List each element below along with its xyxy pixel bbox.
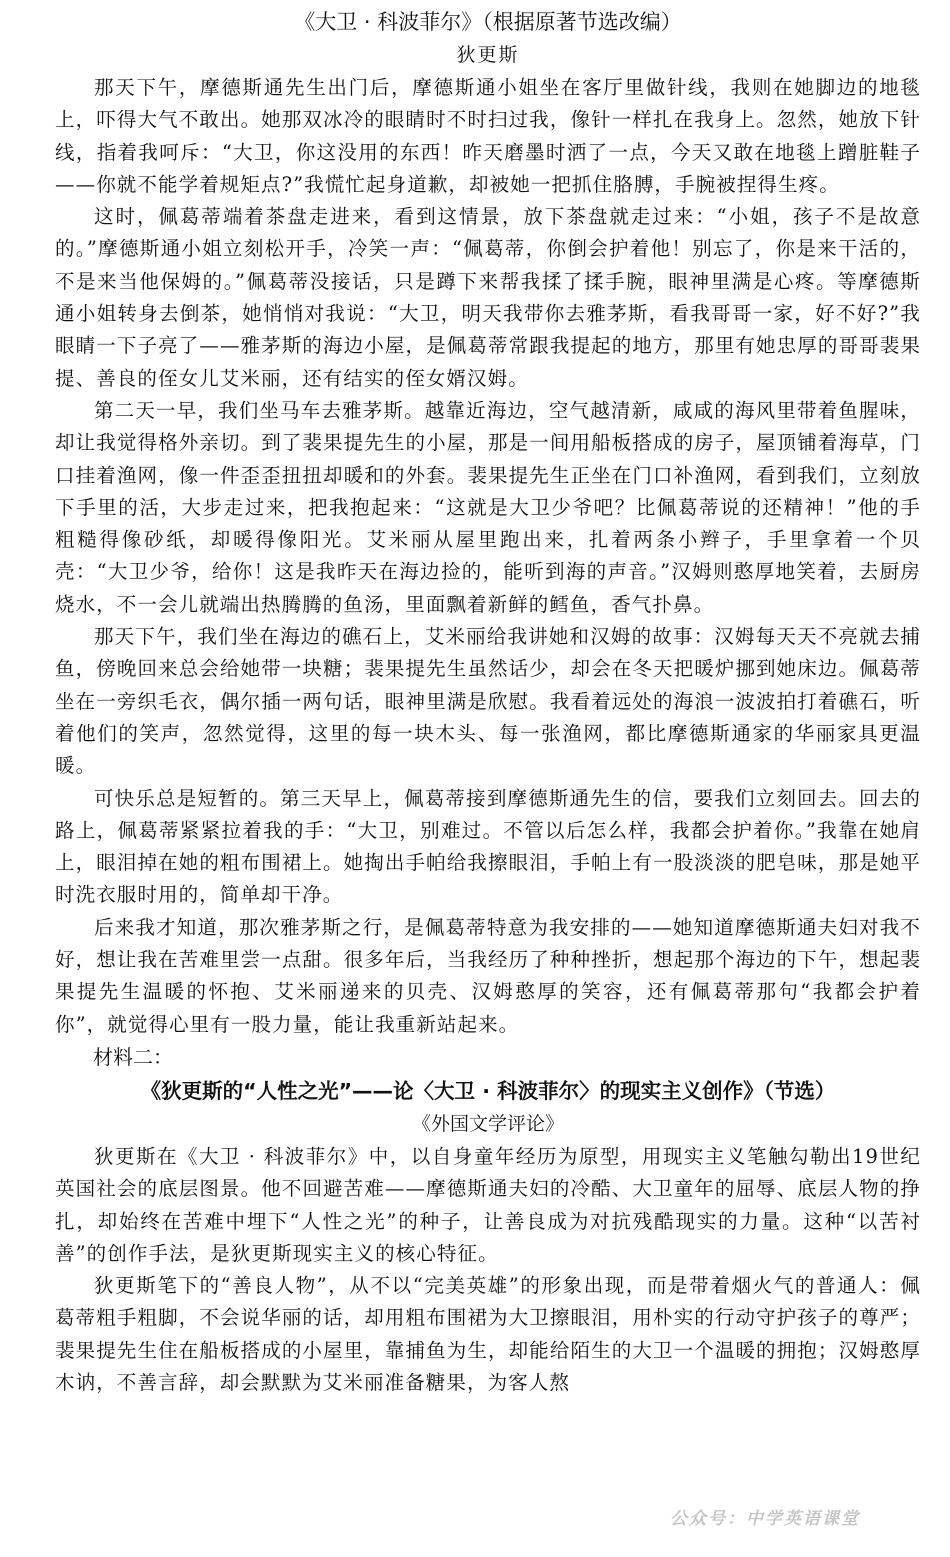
paragraph: 可快乐总是短暂的。第三天早上，佩葛蒂接到摩德斯通先生的信，要我们立刻回去。回去的路上，佩葛蒂紧紧拉着我的手：“大卫，别难过。不管以后怎么样，我都会护着你。”我靠在她肩上，眼泪掉在她的粗布围裙上。她掏出手帕给我擦眼泪，手帕上有一股淡淡的肥皂味，那是她平时洗衣服时用的，简单却干净。 bbox=[55, 786, 921, 907]
paragraph: 那天下午，摩德斯通先生出门后，摩德斯通小姐坐在客厅里做针线，我则在她脚边的地毯上，吓得大气不敢出。她那双冰冷的眼睛时不时扫过我，像针一样扎在我身上。忽然，她放下针线，指着我呵斥：“大卫，你这没用的东西！昨天磨墨时洒了一点，今天又敢在地毯上蹭脏鞋子——你就不能学着规矩点?”我慌忙起身道歉，却被她一把抓住胳膊，手腕被捏得生疼。 bbox=[55, 76, 921, 196]
paragraph: 狄更斯在《大卫 · 科波菲尔》中，以自身童年经历为原型，用现实主义笔触勾勒出19世纪英国社会的底层图景。他不回避苦难——摩德斯通夫妇的冷酷、大卫童年的屈辱、底层人物的挣扎，却始终在苦难中埋下“人性之光”的种子，让善良成为对抗残酷现实的力量。这种“以苦衬善”的创作手法，是狄更斯现实主义的核心特征。 bbox=[55, 1144, 921, 1265]
paragraph: 那天下午，我们坐在海边的礁石上，艾米丽给我讲她和汉姆的故事：汉姆每天天不亮就去捕鱼，傍晚回来总会给她带一块糖；裴果提先生虽然话少，却会在冬天把暖炉挪到她床边。佩葛蒂坐在一旁织毛衣，偶尔插一两句话，眼神里满是欣慰。我看着远处的海浪一波波拍打着礁石，听着他们的笑声，忽然觉得，这里的每一块木头、每一张渔网，都比摩德斯通家的华丽家具更温暖。 bbox=[55, 625, 921, 778]
material2-source: 《外国文学评论》 bbox=[411, 1112, 564, 1135]
paragraph: 这时，佩葛蒂端着茶盘走进来，看到这情景，放下茶盘就走过来：“小姐，孩子不是故意的。”摩德斯通小姐立刻松开手，冷笑一声：“佩葛蒂，你倒会护着他！别忘了，你是来干活的，不是来当他保姆的。”佩葛蒂没接话，只是蹲下来帮我揉了揉手腕，眼神里满是心疼。等摩德斯通小姐转身去倒茶，她悄悄对我说：“大卫，明天我带你去雅茅斯，看我哥哥一家，好不好?”我眼睛一下子亮了——雅茅斯的海边小屋，是佩葛蒂常跟我提起的地方，那里有她忠厚的哥哥裴果提、善良的侄女儿艾米丽，还有结实的侄女婿汉姆。 bbox=[55, 205, 921, 390]
document-page bbox=[55, 6, 921, 1399]
material2-label: 材料二： bbox=[93, 1044, 173, 1069]
material2-title: 《狄更斯的“人性之光”——论〈大卫 · 科波菲尔〉的现实主义创作》（节选） bbox=[140, 1078, 836, 1103]
material1-title: 《大卫 · 科波菲尔》（根据原著节选改编） bbox=[294, 10, 682, 34]
paragraph: 狄更斯笔下的“善良人物”，从不以“完美英雄”的形象出现，而是带着烟火气的普通人：佩葛蒂粗手粗脚，不会说华丽的话，却用粗布围裙为大卫擦眼泪，用朴实的行动守护孩子的尊严；裴果提先生住在船板搭成的小屋里，靠捕鱼为生，却能给陌生的大卫一个温暖的拥抱；汉姆憨厚木讷，不善言辞，却会默默为艾米丽准备糖果，为客人熬 bbox=[55, 1274, 921, 1394]
watermark: 公众号：中学英语课堂 bbox=[670, 1509, 860, 1529]
material1-author: 狄更斯 bbox=[456, 44, 520, 66]
paragraph: 后来我才知道，那次雅茅斯之行，是佩葛蒂特意为我安排的——她知道摩德斯通夫妇对我不好，想让我在苦难里尝一点甜。很多年后，当我经历了种种挫折，想起那个海边的下午，想起裴果提先生温暖的怀抱、艾米丽递来的贝壳、汉姆憨厚的笑容，还有佩葛蒂那句“我都会护着你”，就觉得心里有一股力量，能让我重新站起来。 bbox=[55, 915, 921, 1036]
paragraph: 第二天一早，我们坐马车去雅茅斯。越靠近海边，空气越清新，咸咸的海风里带着鱼腥味，却让我觉得格外亲切。到了裴果提先生的小屋，那是一间用船板搭成的房子，屋顶铺着海草，门口挂着渔网，像一件歪歪扭扭却暖和的外套。裴果提先生正坐在门口补渔网，看到我们，立刻放下手里的活，大步走过来，把我抱起来：“这就是大卫少爷吧？比佩葛蒂说的还精神！”他的手粗糙得像砂纸，却暖得像阳光。艾米丽从屋里跑出来，扎着两条小辫子，手里拿着一个贝壳：“大卫少爷，给你！这是我昨天在海边捡的，能听到海的声音。”汉姆则憨厚地笑着，去厨房烧水，不一会儿就端出热腾腾的鱼汤，里面飘着新鲜的鳕鱼，香气扑鼻。 bbox=[55, 398, 921, 616]
